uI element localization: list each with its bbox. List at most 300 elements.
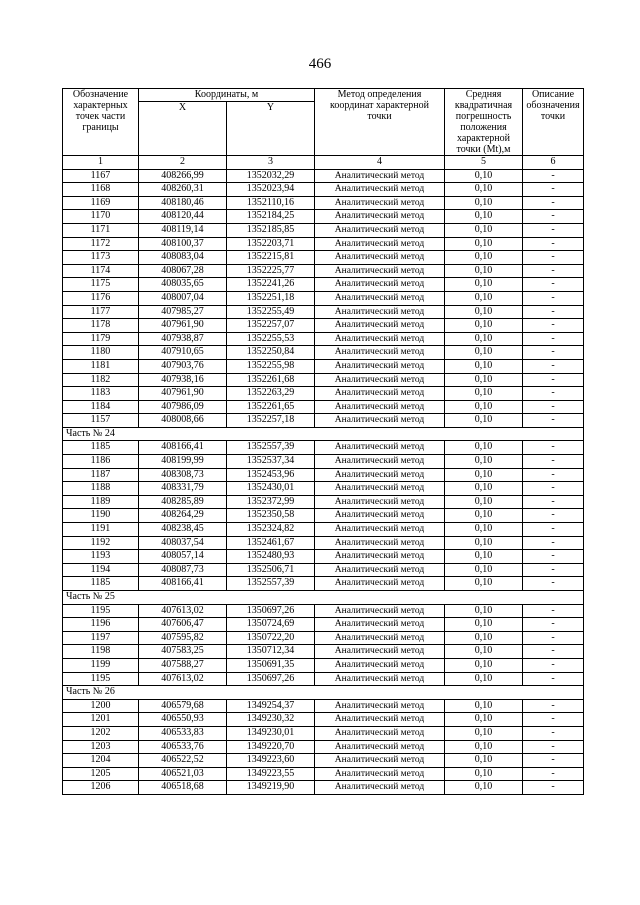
table-row: [63, 631, 584, 645]
y-coordinate-cell: 1350691,35: [227, 658, 315, 672]
column-number: 1: [63, 156, 139, 170]
method-cell: Аналитический метод: [315, 373, 445, 387]
error-cell: 0,10: [445, 604, 523, 618]
method-cell: Аналитический метод: [315, 618, 445, 632]
description-cell: -: [523, 223, 584, 237]
error-cell: 0,10: [445, 183, 523, 197]
x-coordinate-cell: 408120,44: [139, 210, 227, 224]
method-cell: Аналитический метод: [315, 414, 445, 428]
table-row: [63, 346, 584, 360]
point-id-cell: 1185: [63, 577, 139, 591]
part-heading: Часть № 26: [63, 686, 584, 700]
point-id-cell: 1182: [63, 373, 139, 387]
x-coordinate-cell: 407985,27: [139, 305, 227, 319]
column-number: 5: [445, 156, 523, 170]
error-cell: 0,10: [445, 414, 523, 428]
y-coordinate-cell: 1349223,60: [227, 754, 315, 768]
x-coordinate-cell: 406579,68: [139, 699, 227, 713]
x-coordinate-cell: 406518,68: [139, 781, 227, 795]
description-cell: -: [523, 482, 584, 496]
method-cell: Аналитический метод: [315, 781, 445, 795]
error-cell: 0,10: [445, 509, 523, 523]
error-cell: 0,10: [445, 359, 523, 373]
point-id-cell: 1201: [63, 713, 139, 727]
y-coordinate-cell: 1350697,26: [227, 672, 315, 686]
y-coordinate-cell: 1352255,53: [227, 332, 315, 346]
table-row: [63, 713, 584, 727]
y-coordinate-cell: 1349230,32: [227, 713, 315, 727]
table-row: [63, 196, 584, 210]
error-cell: 0,10: [445, 319, 523, 333]
header-designation: Обозначение характерных точек части границы: [63, 89, 139, 156]
x-coordinate-cell: 407910,65: [139, 346, 227, 360]
description-cell: -: [523, 441, 584, 455]
coordinates-table: [62, 88, 584, 795]
point-id-cell: 1204: [63, 754, 139, 768]
x-coordinate-cell: 408238,45: [139, 523, 227, 537]
method-cell: Аналитический метод: [315, 387, 445, 401]
error-cell: 0,10: [445, 726, 523, 740]
error-cell: 0,10: [445, 223, 523, 237]
table-row: [63, 618, 584, 632]
x-coordinate-cell: 408166,41: [139, 577, 227, 591]
y-coordinate-cell: 1352215,81: [227, 251, 315, 265]
description-cell: -: [523, 577, 584, 591]
point-id-cell: 1197: [63, 631, 139, 645]
column-number: 2: [139, 156, 227, 170]
table-row: [63, 781, 584, 795]
header-x: X: [139, 102, 227, 156]
page-number: 466: [308, 56, 332, 72]
y-coordinate-cell: 1349219,90: [227, 781, 315, 795]
column-number: 6: [523, 156, 584, 170]
table-row: [63, 495, 584, 509]
method-cell: Аналитический метод: [315, 251, 445, 265]
method-cell: Аналитический метод: [315, 699, 445, 713]
description-cell: -: [523, 264, 584, 278]
description-cell: -: [523, 618, 584, 632]
point-id-cell: 1169: [63, 196, 139, 210]
point-id-cell: 1168: [63, 183, 139, 197]
header-description: Описание обозначения точки: [523, 89, 584, 156]
table-row: [63, 645, 584, 659]
table-row: [63, 169, 584, 183]
x-coordinate-cell: 408119,14: [139, 223, 227, 237]
point-id-cell: 1172: [63, 237, 139, 251]
description-cell: -: [523, 251, 584, 265]
y-coordinate-cell: 1350722,20: [227, 631, 315, 645]
table-row: [63, 767, 584, 781]
method-cell: Аналитический метод: [315, 223, 445, 237]
error-cell: 0,10: [445, 332, 523, 346]
method-cell: Аналитический метод: [315, 196, 445, 210]
table-row: [63, 278, 584, 292]
error-cell: 0,10: [445, 699, 523, 713]
method-cell: Аналитический метод: [315, 495, 445, 509]
description-cell: -: [523, 645, 584, 659]
method-cell: Аналитический метод: [315, 509, 445, 523]
y-coordinate-cell: 1352185,85: [227, 223, 315, 237]
table-row: [63, 414, 584, 428]
x-coordinate-cell: 406533,76: [139, 740, 227, 754]
method-cell: Аналитический метод: [315, 482, 445, 496]
error-cell: 0,10: [445, 523, 523, 537]
point-id-cell: 1189: [63, 495, 139, 509]
error-cell: 0,10: [445, 264, 523, 278]
y-coordinate-cell: 1352110,16: [227, 196, 315, 210]
y-coordinate-cell: 1352557,39: [227, 577, 315, 591]
error-cell: 0,10: [445, 387, 523, 401]
y-coordinate-cell: 1352250,84: [227, 346, 315, 360]
x-coordinate-cell: 408264,29: [139, 509, 227, 523]
table-row: [63, 658, 584, 672]
x-coordinate-cell: 406521,03: [139, 767, 227, 781]
method-cell: Аналитический метод: [315, 536, 445, 550]
error-cell: 0,10: [445, 495, 523, 509]
y-coordinate-cell: 1352023,94: [227, 183, 315, 197]
error-cell: 0,10: [445, 536, 523, 550]
error-cell: 0,10: [445, 672, 523, 686]
column-number: 4: [315, 156, 445, 170]
table-row: [63, 672, 584, 686]
y-coordinate-cell: 1352241,26: [227, 278, 315, 292]
y-coordinate-cell: 1352430,01: [227, 482, 315, 496]
description-cell: -: [523, 169, 584, 183]
description-cell: -: [523, 359, 584, 373]
point-id-cell: 1183: [63, 387, 139, 401]
method-cell: Аналитический метод: [315, 210, 445, 224]
method-cell: Аналитический метод: [315, 169, 445, 183]
error-cell: 0,10: [445, 754, 523, 768]
point-id-cell: 1194: [63, 563, 139, 577]
description-cell: -: [523, 237, 584, 251]
header-coordinates: Координаты, м: [139, 89, 315, 102]
method-cell: Аналитический метод: [315, 332, 445, 346]
x-coordinate-cell: 408037,54: [139, 536, 227, 550]
method-cell: Аналитический метод: [315, 577, 445, 591]
y-coordinate-cell: 1352263,29: [227, 387, 315, 401]
y-coordinate-cell: 1349230,01: [227, 726, 315, 740]
error-cell: 0,10: [445, 645, 523, 659]
error-cell: 0,10: [445, 713, 523, 727]
description-cell: -: [523, 414, 584, 428]
table-row: [63, 319, 584, 333]
point-id-cell: 1176: [63, 291, 139, 305]
part-heading-row: [63, 686, 584, 700]
error-cell: 0,10: [445, 237, 523, 251]
description-cell: -: [523, 183, 584, 197]
description-cell: -: [523, 767, 584, 781]
table-row: [63, 536, 584, 550]
description-cell: -: [523, 631, 584, 645]
x-coordinate-cell: 406522,52: [139, 754, 227, 768]
table-row: [63, 223, 584, 237]
x-coordinate-cell: 407986,09: [139, 400, 227, 414]
x-coordinate-cell: 408008,66: [139, 414, 227, 428]
table-row: [63, 754, 584, 768]
y-coordinate-cell: 1352261,65: [227, 400, 315, 414]
method-cell: Аналитический метод: [315, 359, 445, 373]
x-coordinate-cell: 408260,31: [139, 183, 227, 197]
table-row: [63, 726, 584, 740]
error-cell: 0,10: [445, 210, 523, 224]
x-coordinate-cell: 407583,25: [139, 645, 227, 659]
method-cell: Аналитический метод: [315, 658, 445, 672]
y-coordinate-cell: 1352184,25: [227, 210, 315, 224]
point-id-cell: 1202: [63, 726, 139, 740]
error-cell: 0,10: [445, 767, 523, 781]
table-row: [63, 468, 584, 482]
description-cell: -: [523, 278, 584, 292]
table-row: [63, 183, 584, 197]
point-id-cell: 1167: [63, 169, 139, 183]
table-row: [63, 604, 584, 618]
description-cell: -: [523, 210, 584, 224]
header-y: Y: [227, 102, 315, 156]
point-id-cell: 1170: [63, 210, 139, 224]
point-id-cell: 1179: [63, 332, 139, 346]
description-cell: -: [523, 196, 584, 210]
y-coordinate-cell: 1352032,29: [227, 169, 315, 183]
table-row: [63, 740, 584, 754]
x-coordinate-cell: 407613,02: [139, 604, 227, 618]
point-id-cell: 1184: [63, 400, 139, 414]
y-coordinate-cell: 1352257,07: [227, 319, 315, 333]
point-id-cell: 1200: [63, 699, 139, 713]
x-coordinate-cell: 407938,87: [139, 332, 227, 346]
point-id-cell: 1173: [63, 251, 139, 265]
description-cell: -: [523, 754, 584, 768]
x-coordinate-cell: 407606,47: [139, 618, 227, 632]
error-cell: 0,10: [445, 658, 523, 672]
method-cell: Аналитический метод: [315, 400, 445, 414]
description-cell: -: [523, 672, 584, 686]
error-cell: 0,10: [445, 291, 523, 305]
table-row: [63, 455, 584, 469]
y-coordinate-cell: 1352557,39: [227, 441, 315, 455]
error-cell: 0,10: [445, 550, 523, 564]
error-cell: 0,10: [445, 618, 523, 632]
point-id-cell: 1206: [63, 781, 139, 795]
x-coordinate-cell: 407613,02: [139, 672, 227, 686]
x-coordinate-cell: 408007,04: [139, 291, 227, 305]
point-id-cell: 1205: [63, 767, 139, 781]
description-cell: -: [523, 781, 584, 795]
y-coordinate-cell: 1352350,58: [227, 509, 315, 523]
error-cell: 0,10: [445, 373, 523, 387]
point-id-cell: 1187: [63, 468, 139, 482]
x-coordinate-cell: 407903,76: [139, 359, 227, 373]
table-row: [63, 400, 584, 414]
description-cell: -: [523, 604, 584, 618]
description-cell: -: [523, 713, 584, 727]
y-coordinate-cell: 1350712,34: [227, 645, 315, 659]
method-cell: Аналитический метод: [315, 264, 445, 278]
method-cell: Аналитический метод: [315, 713, 445, 727]
description-cell: -: [523, 305, 584, 319]
y-coordinate-cell: 1352324,82: [227, 523, 315, 537]
table-row: [63, 699, 584, 713]
table-row: [63, 237, 584, 251]
method-cell: Аналитический метод: [315, 631, 445, 645]
error-cell: 0,10: [445, 278, 523, 292]
error-cell: 0,10: [445, 468, 523, 482]
point-id-cell: 1185: [63, 441, 139, 455]
y-coordinate-cell: 1352225,77: [227, 264, 315, 278]
description-cell: -: [523, 400, 584, 414]
y-coordinate-cell: 1349220,70: [227, 740, 315, 754]
part-heading: Часть № 25: [63, 591, 584, 605]
description-cell: -: [523, 455, 584, 469]
description-cell: -: [523, 495, 584, 509]
point-id-cell: 1190: [63, 509, 139, 523]
point-id-cell: 1177: [63, 305, 139, 319]
point-id-cell: 1192: [63, 536, 139, 550]
method-cell: Аналитический метод: [315, 767, 445, 781]
error-cell: 0,10: [445, 441, 523, 455]
description-cell: -: [523, 387, 584, 401]
part-heading-row: [63, 427, 584, 441]
y-coordinate-cell: 1352480,93: [227, 550, 315, 564]
description-cell: -: [523, 740, 584, 754]
description-cell: -: [523, 699, 584, 713]
y-coordinate-cell: 1352461,67: [227, 536, 315, 550]
point-id-cell: 1199: [63, 658, 139, 672]
error-cell: 0,10: [445, 631, 523, 645]
method-cell: Аналитический метод: [315, 726, 445, 740]
y-coordinate-cell: 1349223,55: [227, 767, 315, 781]
method-cell: Аналитический метод: [315, 441, 445, 455]
x-coordinate-cell: 407961,90: [139, 387, 227, 401]
x-coordinate-cell: 408308,73: [139, 468, 227, 482]
description-cell: -: [523, 468, 584, 482]
table-row: [63, 523, 584, 537]
point-id-cell: 1195: [63, 672, 139, 686]
x-coordinate-cell: 408331,79: [139, 482, 227, 496]
table-row: [63, 509, 584, 523]
y-coordinate-cell: 1349254,37: [227, 699, 315, 713]
description-cell: -: [523, 523, 584, 537]
method-cell: Аналитический метод: [315, 237, 445, 251]
x-coordinate-cell: 408035,65: [139, 278, 227, 292]
description-cell: -: [523, 332, 584, 346]
x-coordinate-cell: 408087,73: [139, 563, 227, 577]
method-cell: Аналитический метод: [315, 346, 445, 360]
method-cell: Аналитический метод: [315, 468, 445, 482]
error-cell: 0,10: [445, 169, 523, 183]
method-cell: Аналитический метод: [315, 455, 445, 469]
method-cell: Аналитический метод: [315, 563, 445, 577]
table-row: [63, 305, 584, 319]
table-row: [63, 291, 584, 305]
table-body: [63, 169, 584, 794]
table-row: [63, 577, 584, 591]
column-number: 3: [227, 156, 315, 170]
x-coordinate-cell: 408083,04: [139, 251, 227, 265]
description-cell: -: [523, 346, 584, 360]
description-cell: -: [523, 373, 584, 387]
table-row: [63, 251, 584, 265]
error-cell: 0,10: [445, 482, 523, 496]
point-id-cell: 1188: [63, 482, 139, 496]
point-id-cell: 1171: [63, 223, 139, 237]
x-coordinate-cell: 408266,99: [139, 169, 227, 183]
error-cell: 0,10: [445, 346, 523, 360]
error-cell: 0,10: [445, 251, 523, 265]
table-row: [63, 359, 584, 373]
y-coordinate-cell: 1352261,68: [227, 373, 315, 387]
x-coordinate-cell: 406550,93: [139, 713, 227, 727]
x-coordinate-cell: 407938,16: [139, 373, 227, 387]
table-row: [63, 563, 584, 577]
x-coordinate-cell: 408057,14: [139, 550, 227, 564]
table-row: [63, 387, 584, 401]
x-coordinate-cell: 408285,89: [139, 495, 227, 509]
x-coordinate-cell: 408199,99: [139, 455, 227, 469]
method-cell: Аналитический метод: [315, 319, 445, 333]
x-coordinate-cell: 407595,82: [139, 631, 227, 645]
error-cell: 0,10: [445, 400, 523, 414]
y-coordinate-cell: 1352255,49: [227, 305, 315, 319]
point-id-cell: 1191: [63, 523, 139, 537]
error-cell: 0,10: [445, 577, 523, 591]
table-row: [63, 550, 584, 564]
y-coordinate-cell: 1352203,71: [227, 237, 315, 251]
description-cell: -: [523, 536, 584, 550]
x-coordinate-cell: 408100,37: [139, 237, 227, 251]
point-id-cell: 1186: [63, 455, 139, 469]
point-id-cell: 1196: [63, 618, 139, 632]
point-id-cell: 1175: [63, 278, 139, 292]
point-id-cell: 1178: [63, 319, 139, 333]
y-coordinate-cell: 1352372,99: [227, 495, 315, 509]
point-id-cell: 1195: [63, 604, 139, 618]
description-cell: -: [523, 726, 584, 740]
error-cell: 0,10: [445, 740, 523, 754]
description-cell: -: [523, 563, 584, 577]
point-id-cell: 1203: [63, 740, 139, 754]
point-id-cell: 1174: [63, 264, 139, 278]
description-cell: -: [523, 550, 584, 564]
y-coordinate-cell: 1352251,18: [227, 291, 315, 305]
description-cell: -: [523, 658, 584, 672]
method-cell: Аналитический метод: [315, 550, 445, 564]
y-coordinate-cell: 1352453,96: [227, 468, 315, 482]
table-row: [63, 264, 584, 278]
description-cell: -: [523, 509, 584, 523]
method-cell: Аналитический метод: [315, 754, 445, 768]
description-cell: -: [523, 319, 584, 333]
y-coordinate-cell: 1350697,26: [227, 604, 315, 618]
table-row: [63, 373, 584, 387]
y-coordinate-cell: 1352506,71: [227, 563, 315, 577]
table-row: [63, 482, 584, 496]
x-coordinate-cell: 407588,27: [139, 658, 227, 672]
x-coordinate-cell: 408166,41: [139, 441, 227, 455]
method-cell: Аналитический метод: [315, 183, 445, 197]
method-cell: Аналитический метод: [315, 672, 445, 686]
x-coordinate-cell: 407961,90: [139, 319, 227, 333]
y-coordinate-cell: 1350724,69: [227, 618, 315, 632]
part-heading: Часть № 24: [63, 427, 584, 441]
method-cell: Аналитический метод: [315, 291, 445, 305]
point-id-cell: 1180: [63, 346, 139, 360]
column-number-row: [63, 156, 584, 170]
error-cell: 0,10: [445, 563, 523, 577]
header-method: Метод определения координат характерной точки: [315, 89, 445, 156]
table-row: [63, 332, 584, 346]
x-coordinate-cell: 408067,28: [139, 264, 227, 278]
